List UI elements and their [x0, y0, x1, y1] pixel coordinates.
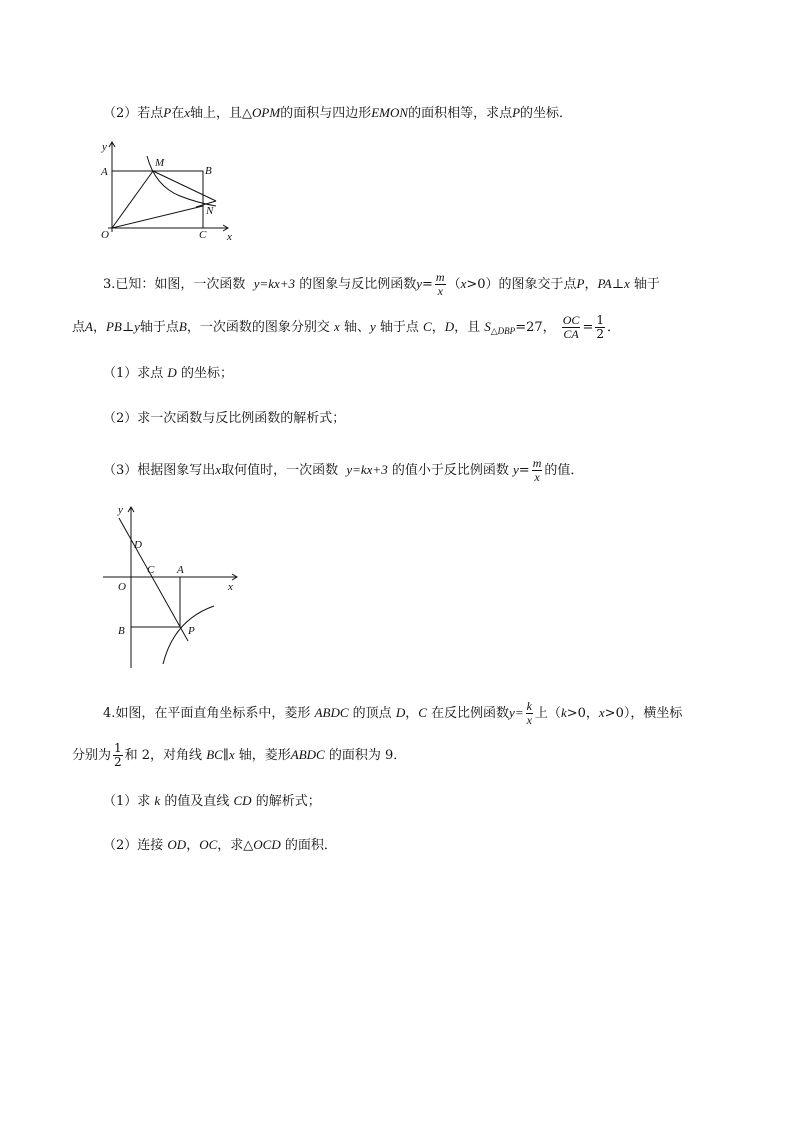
segment-MN — [153, 171, 216, 201]
fraction-den: x — [526, 713, 532, 727]
fraction-num: OC — [562, 313, 580, 327]
label-N: N — [206, 205, 214, 217]
text: 的面积． — [284, 838, 337, 853]
text: 如图，在平面直角坐标系中，菱形 — [115, 706, 311, 721]
text: （2）若点 — [103, 106, 164, 121]
text: 的面积与四边形 — [280, 106, 372, 121]
func-linear: y=kx+3 — [346, 462, 388, 477]
q3-sub3 — [103, 457, 583, 484]
label-M: M — [155, 157, 165, 169]
var-x: x — [334, 319, 340, 334]
q4-line1 — [103, 700, 682, 727]
var-P: P — [163, 105, 172, 120]
label-P: P — [188, 625, 195, 637]
text: ， — [431, 320, 445, 335]
text: ⊥ — [611, 277, 624, 292]
hyperbola-curve — [163, 606, 214, 664]
text: 的坐标； — [180, 366, 233, 381]
question-number: 3. — [103, 277, 116, 292]
var-k: k — [154, 793, 161, 808]
question-number: 4. — [103, 706, 116, 721]
text: （1）求点 — [103, 366, 164, 381]
text: 的面积相等，求点 — [408, 106, 513, 121]
text: ， — [584, 277, 598, 292]
label-C: C — [199, 229, 207, 241]
var-emon: EMON — [371, 105, 409, 120]
var-x: x — [215, 462, 222, 477]
func-linear: y=kx+3 — [253, 276, 296, 291]
text: 的图象与反比例函数 — [299, 277, 417, 292]
text: 和 2，对角线 — [124, 748, 203, 763]
label-B: B — [118, 625, 125, 637]
label-D: D — [134, 539, 142, 551]
rectangle-OABC — [112, 171, 203, 228]
text: >0）的图象交于点 — [466, 277, 577, 292]
text: 点 — [72, 320, 86, 335]
q3-line2 — [72, 314, 620, 341]
text: （2）求一次函数与反比例函数的解析式； — [103, 411, 346, 426]
var-abdc: ABDC — [290, 747, 325, 762]
q4-line2 — [72, 742, 406, 769]
q2-sub2-text — [103, 104, 572, 123]
label-y: y — [118, 504, 123, 516]
text: 取何值时，一次函数 — [221, 463, 339, 478]
var-PA: PA — [597, 276, 612, 291]
fraction-num: m — [532, 456, 542, 470]
fraction-one-half — [595, 314, 605, 341]
text: 轴于 — [633, 277, 660, 292]
label-x: x — [227, 231, 232, 243]
text: ，一次函数的图象分别交 — [186, 320, 330, 335]
var-A: A — [85, 319, 93, 334]
var-x: x — [623, 276, 630, 291]
text: 分别为 — [72, 748, 112, 763]
text: ，求△ — [217, 838, 254, 853]
var-ocd: OCD — [253, 837, 281, 852]
y-arrow — [109, 142, 115, 147]
label-C: C — [147, 564, 155, 576]
text: ． — [606, 320, 620, 335]
q3-sub2 — [103, 410, 345, 428]
text: 的值． — [544, 463, 584, 478]
var-oc: OC — [199, 837, 218, 852]
fraction-den: x — [534, 470, 540, 484]
var-D: D — [167, 365, 177, 380]
text: 上（ — [534, 706, 561, 721]
var-P: P — [512, 105, 521, 120]
y-arrow — [128, 507, 134, 512]
equals: = — [518, 463, 530, 478]
var-bc: BC — [206, 747, 223, 762]
text: 轴于点 — [379, 320, 419, 335]
text: 的面积为 9． — [328, 748, 407, 763]
label-O: O — [118, 581, 126, 593]
var-D: D — [395, 705, 406, 720]
label-A: A — [177, 564, 184, 576]
fraction-den: 2 — [596, 327, 604, 341]
var-P: P — [576, 276, 585, 291]
text: ， — [405, 706, 419, 721]
var-y: y= — [509, 705, 524, 720]
fraction-den: 2 — [114, 755, 122, 769]
label-A: A — [101, 166, 108, 178]
x-arrow — [223, 225, 228, 231]
text: 轴于点 — [139, 320, 179, 335]
label-O: O — [101, 229, 109, 241]
text: =27， — [515, 320, 556, 335]
var-abdc: ABDC — [314, 705, 349, 720]
text: >0， — [566, 706, 599, 721]
text: （2）连接 — [103, 838, 164, 853]
equals: = — [582, 320, 594, 335]
var-PB: PB — [105, 319, 122, 334]
q4-sub1 — [103, 792, 321, 811]
text: 轴，菱形 — [238, 748, 291, 763]
text: 的值小于反比例函数 — [391, 463, 509, 478]
var-y: y — [369, 319, 376, 334]
text: 轴、 — [343, 320, 370, 335]
fraction-num: 1 — [114, 741, 122, 755]
fraction-m-over-x — [532, 457, 543, 484]
text: 已知：如图，一次函数 — [115, 277, 246, 292]
var-y: y — [513, 462, 519, 477]
var-x: x — [460, 276, 467, 291]
hyperbola-curve — [147, 156, 216, 206]
text: >0），横坐标 — [604, 706, 683, 721]
var-y: y — [416, 276, 422, 291]
var-B: B — [178, 319, 187, 334]
fraction-num: k — [526, 699, 532, 713]
var-y: y — [134, 319, 140, 334]
text: （ — [447, 277, 461, 292]
var-x: x — [598, 705, 605, 720]
text: 的解析式； — [255, 794, 321, 809]
line-DP — [119, 518, 188, 641]
text: ， — [186, 838, 200, 853]
text: ⊥ — [121, 320, 135, 335]
fraction-k-over-x — [526, 700, 533, 727]
label-y: y — [102, 141, 107, 153]
var-k: k — [560, 705, 567, 720]
var-cd: CD — [233, 793, 252, 808]
var-opm: OPM — [252, 105, 281, 120]
text: 的顶点 — [352, 706, 392, 721]
text: 轴上，且△ — [190, 106, 253, 121]
fraction-one-half — [113, 742, 123, 769]
equals: = — [421, 277, 433, 292]
q3-line1 — [103, 271, 660, 298]
q4-sub2 — [103, 836, 337, 855]
var-C: C — [423, 319, 432, 334]
var-od: OD — [167, 837, 187, 852]
text: 的坐标． — [520, 106, 573, 121]
text: 在 — [171, 106, 185, 121]
var-x: x — [184, 105, 191, 120]
fraction-den: CA — [563, 327, 579, 341]
text: （1）求 — [103, 794, 151, 809]
text: ，且 — [454, 320, 481, 335]
var-x: x — [228, 747, 235, 762]
x-arrow — [232, 574, 237, 580]
text: ∥ — [222, 748, 229, 763]
segment-ON — [112, 206, 203, 228]
text: ， — [92, 320, 106, 335]
var-S: S — [484, 319, 491, 334]
q3-sub1 — [103, 364, 233, 383]
text: 的值及直线 — [164, 794, 230, 809]
fraction-oc-over-ca — [562, 314, 581, 341]
text: 在反比例函数 — [431, 706, 510, 721]
var-D: D — [444, 319, 455, 334]
label-B: B — [205, 165, 212, 177]
fraction-num: 1 — [596, 313, 604, 327]
var-C: C — [418, 705, 427, 720]
segment-OM — [112, 171, 153, 228]
fraction-m-over-x — [435, 271, 446, 298]
segment-N-extend — [196, 201, 216, 207]
fraction-num: m — [435, 270, 445, 284]
text: （3）根据图象写出 — [103, 463, 216, 478]
label-x: x — [228, 581, 233, 593]
subscript-dbp: △DBP — [490, 326, 516, 336]
fraction-den: x — [437, 284, 443, 298]
